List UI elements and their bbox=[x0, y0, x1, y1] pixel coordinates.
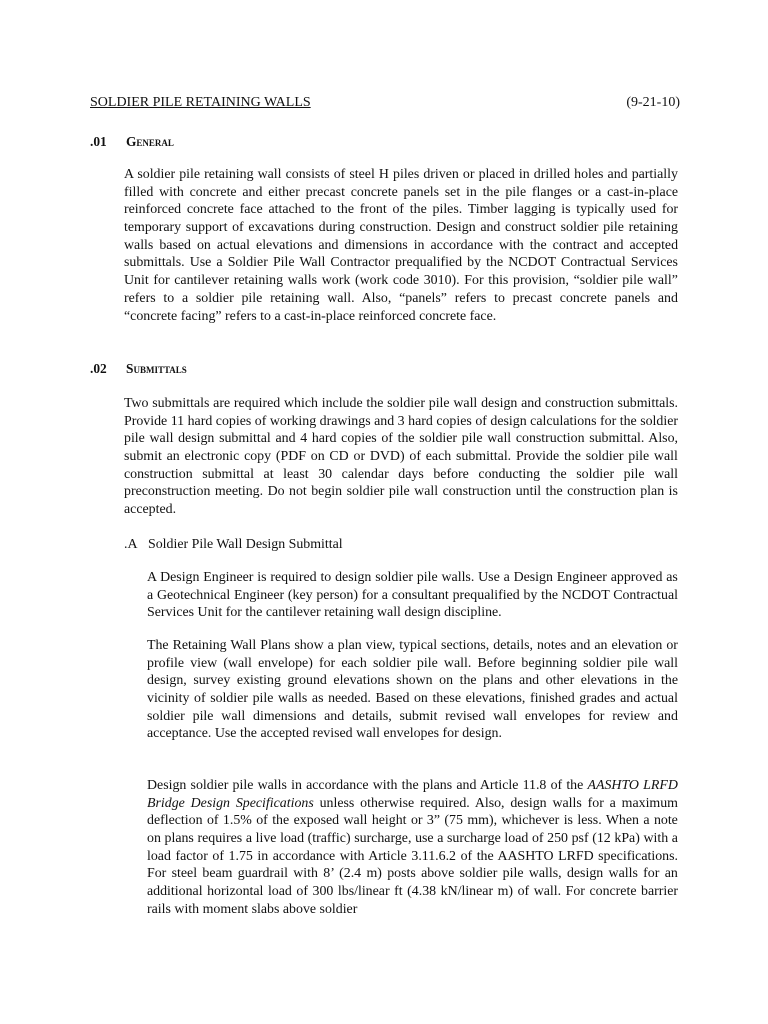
text-line: Bridge Design Specifications unless otherwise required. Also, design walls for a maximum bbox=[147, 795, 678, 811]
paragraph-design-requirements bbox=[147, 777, 678, 919]
subsection-heading-design-submittal bbox=[124, 536, 343, 554]
text-line: Provide 11 hard copies of working drawings and 3 hard copies of design calculations for the soldier bbox=[124, 413, 678, 429]
title-row bbox=[90, 94, 680, 112]
text-line: A Design Engineer is required to design soldier pile walls. Use a Design Engineer approved as bbox=[147, 570, 678, 585]
subsection-title: Soldier Pile Wall Design Submittal bbox=[148, 537, 343, 552]
text-line: reinforced concrete face attached to the front of the piles. Timber lagging is typically used for bbox=[124, 202, 678, 218]
text-line: A soldier pile retaining wall consists of steel H piles driven or placed in drilled holes and partially bbox=[124, 167, 678, 182]
text-line: load factor of 1.75 in accordance with Article 3.11.6.2 of the AASHTO LRFD specifications. bbox=[147, 848, 678, 864]
text-line: additional horizontal load of 300 lbs/linear ft (4.38 kN/linear m) of wall. For concrete barrier bbox=[147, 884, 678, 900]
paragraph-design-engineer bbox=[147, 569, 678, 622]
section-heading-submittals bbox=[90, 360, 187, 378]
text-line: soldier pile wall dimensions and details, submit revised wall envelopes for review and bbox=[147, 708, 678, 724]
text-line: The Retaining Wall Plans show a plan view, typical sections, details, notes and an elevation or bbox=[147, 638, 678, 653]
text-line: design, survey existing ground elevations shown on the plans and other elevations in the bbox=[147, 673, 678, 689]
text-line: deflection of 1.5% of the exposed wall height or 3” (75 mm), whichever is less. When a note bbox=[147, 813, 678, 829]
text-line: “concrete facing” refers to a cast-in-place reinforced concrete face. bbox=[124, 308, 497, 324]
text-line: construction submittal at least 30 calendar days before conducting the soldier pile wall bbox=[124, 466, 678, 482]
text-line: walls based on actual elevations and dimensions in accordance with the contract and accepted bbox=[124, 237, 678, 253]
text-line: profile view (wall envelope) for each soldier pile wall. Before beginning soldier pile wall bbox=[147, 655, 678, 671]
text-line: refers to a soldier pile retaining wall. Also, “panels” refers to precast concrete panels and bbox=[124, 290, 678, 306]
paragraph-retaining-wall-plans bbox=[147, 637, 678, 743]
text-line: filled with concrete and either precast concrete panels set in the pile flanges or a cast-in-place bbox=[124, 184, 678, 200]
text-line: acceptance. Use the accepted revised wall envelopes for design. bbox=[147, 726, 502, 742]
section-heading-general bbox=[90, 133, 174, 151]
text-line: temporary support of excavations during construction. Design and construct soldier pile retaining bbox=[124, 220, 678, 236]
text-line: on plans requires a live load (traffic) surcharge, use a surcharge load of 250 psf (12 kPa) with a bbox=[147, 831, 678, 847]
document-date: (9-21-10) bbox=[626, 95, 680, 110]
text-line: Two submittals are required which include the soldier pile wall design and construction submittals. bbox=[124, 396, 678, 411]
text-line: submit an electronic copy (PDF on CD or DVD) of each submittal. Provide the soldier pile wall bbox=[124, 449, 678, 465]
text-line: accepted. bbox=[124, 502, 177, 518]
text-line: submittals. Use a Soldier Pile Wall Contractor prequalified by the NCDOT Contractual Services bbox=[124, 255, 678, 271]
text-line: Design soldier pile walls in accordance with the plans and Article 11.8 of the AASHTO LRFD bbox=[147, 778, 678, 793]
text-line: preconstruction meeting. Do not begin soldier pile wall construction until the construction plan is bbox=[124, 484, 678, 500]
text-line: pile wall design submittal and 4 hard copies of the soldier pile wall construction submittal. Also, bbox=[124, 431, 678, 447]
text-line: Unit for cantilever retaining walls work (work code 3010). For this provision, “soldier pile wall” bbox=[124, 273, 678, 289]
document-title: SOLDIER PILE RETAINING WALLS bbox=[90, 95, 311, 110]
subsection-letter: .A bbox=[124, 537, 138, 552]
text-line: For steel beam guardrail with 8’ (2.4 m) posts above soldier pile walls, design walls for an bbox=[147, 866, 678, 882]
text-line: Services Unit for the cantilever retaining wall design discipline. bbox=[147, 605, 502, 621]
section-number: .02 bbox=[90, 361, 107, 376]
section-number: .01 bbox=[90, 134, 107, 149]
text-line: rails with moment slabs above soldier bbox=[147, 901, 358, 917]
section-title: Submittals bbox=[126, 361, 187, 376]
text-line: vicinity of soldier pile walls as needed. Based on these elevations, finished grades and actual bbox=[147, 691, 678, 707]
section-title: General bbox=[126, 134, 174, 149]
paragraph-submittals-1 bbox=[124, 395, 678, 519]
paragraph-general-1 bbox=[124, 166, 678, 325]
text-line: a Geotechnical Engineer (key person) for a consultant prequalified by the NCDOT Contractual bbox=[147, 587, 678, 603]
